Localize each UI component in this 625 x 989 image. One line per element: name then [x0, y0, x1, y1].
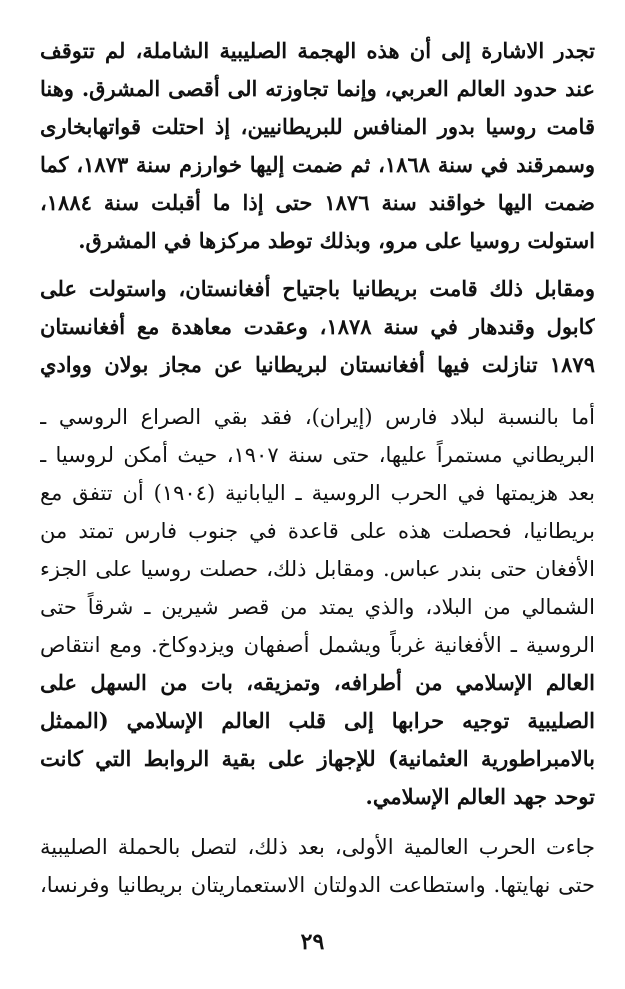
- paragraph-2: [40, 270, 595, 384]
- text-line: العالم الإسلامي من أطرافه، وتمزيقه، بات من السهل على: [40, 670, 595, 695]
- paragraph-3: [40, 398, 595, 816]
- text-line: قامت روسيا بدور المنافس للبريطانيين، إذ احتلت قواتهابخارى: [40, 114, 595, 139]
- text-line: وسمرقند في سنة ١٨٦٨، ثم ضمت إليها خوارزم سنة ١٨٧٣، كما: [40, 152, 595, 177]
- text-line: توحد جهد العالم الإسلامي.: [365, 784, 595, 809]
- text-line: جاءت الحرب العالمية الأولى، بعد ذلك، لتصل بالحملة الصليبية: [40, 835, 595, 859]
- text-line: بريطانيا، فحصلت هذه على قاعدة في جنوب فارس تمتد من: [40, 519, 595, 543]
- text-line: استولت روسيا على مرو، وبذلك توطد مركزها في المشرق.: [78, 228, 595, 253]
- text-line: الروسية ـ الأفغانية غرباً ويشمل أصفهان ويزدوكاخ. ومع انتقاص: [40, 633, 595, 657]
- text-line: ١٨٧٩ تنازلت فيها أفغانستان لبريطانيا عن مجاز بولان ووادي: [40, 352, 595, 377]
- text-line: عند حدود العالم العربي، وإنما تجاوزته الى أقصى المشرق. وهنا: [40, 76, 595, 101]
- text-line: أما بالنسبة لبلاد فارس (إيران)، فقد بقي الصراع الروسي ـ: [40, 405, 595, 429]
- text-line: كابول وقندهار في سنة ١٨٧٨، وعقدت معاهدة مع أفغانستان: [40, 314, 595, 339]
- text-line: بعد هزيمتها في الحرب الروسية ـ اليابانية (١٩٠٤) أن تتفق مع: [40, 481, 595, 505]
- paragraph-1: [40, 32, 595, 260]
- text-line: الصليبية توجيه حرابها إلى قلب العالم الإسلامي (الممثل: [40, 708, 595, 733]
- text-line: الأفغان حتى بندر عباس. ومقابل ذلك، حصلت روسيا على الجزء: [40, 557, 595, 581]
- page-number: ٢٩: [300, 929, 325, 955]
- text-line: حتى نهايتها. واستطاعت الدولتان الاستعماريتان بريطانيا وفرنسا،: [40, 873, 595, 897]
- text-line: تجدر الاشارة إلى أن هذه الهجمة الصليبية الشاملة، لم تتوقف: [40, 38, 595, 63]
- text-line: ضمت اليها خواقند سنة ١٨٧٦ حتى إذا ما أقبلت سنة ١٨٨٤،: [40, 190, 595, 215]
- text-line: بالامبراطورية العثمانية) للإجهاز على بقية الروابط التي كانت: [40, 746, 595, 771]
- text-line: الشمالي من البلاد، والذي يمتد من قصر شيرين ـ شرقاً حتى: [40, 595, 595, 619]
- text-line: البريطاني مستمراً عليها، حتى سنة ١٩٠٧، حيث أمكن لروسيا ـ: [40, 443, 595, 467]
- paragraph-4: [40, 828, 595, 904]
- text-line: ومقابل ذلك قامت بريطانيا باجتياح أفغانستان، واستولت على: [40, 276, 595, 301]
